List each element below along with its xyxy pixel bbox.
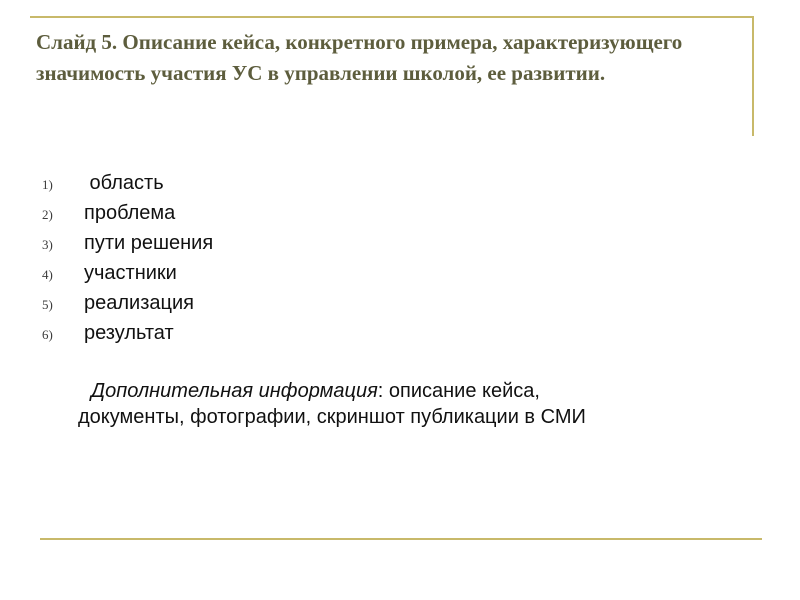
additional-info-text-part1: : описание кейса, [377, 380, 540, 402]
list-item-number: 1) [42, 177, 53, 192]
numbered-list [42, 172, 213, 352]
additional-info-label: Дополнительная информация [91, 380, 378, 402]
list-item [42, 232, 213, 262]
list-item-text: участники [84, 262, 177, 284]
additional-info-line2: документы, фотографии, скриншот публикации в СМИ [78, 406, 586, 428]
list-item-text: пути решения [84, 232, 214, 254]
list-item-number: 5) [42, 297, 53, 312]
slide-title: Слайд 5. Описание кейса, конкретного примера, характеризующего значимость участия УС в управлении школой, ее развитии. [36, 30, 683, 85]
list-item-number: 3) [42, 237, 53, 252]
additional-info [78, 378, 778, 430]
list-item [42, 292, 213, 322]
bottom-divider [40, 538, 762, 540]
list-item-text: реализация [84, 292, 194, 314]
list-item-number: 4) [42, 267, 53, 282]
list-item [42, 322, 213, 352]
list-item [42, 262, 213, 292]
list-item [42, 202, 213, 232]
list-item-text: проблема [84, 202, 176, 224]
title-frame-top-border [30, 16, 754, 18]
title-frame-right-border [752, 16, 754, 136]
additional-info-line1 [78, 378, 778, 404]
list-item-text: область [84, 172, 164, 194]
list-item-number: 6) [42, 327, 53, 342]
list-item [42, 172, 213, 202]
list-item-number: 2) [42, 207, 53, 222]
list-item-text: результат [84, 322, 174, 344]
